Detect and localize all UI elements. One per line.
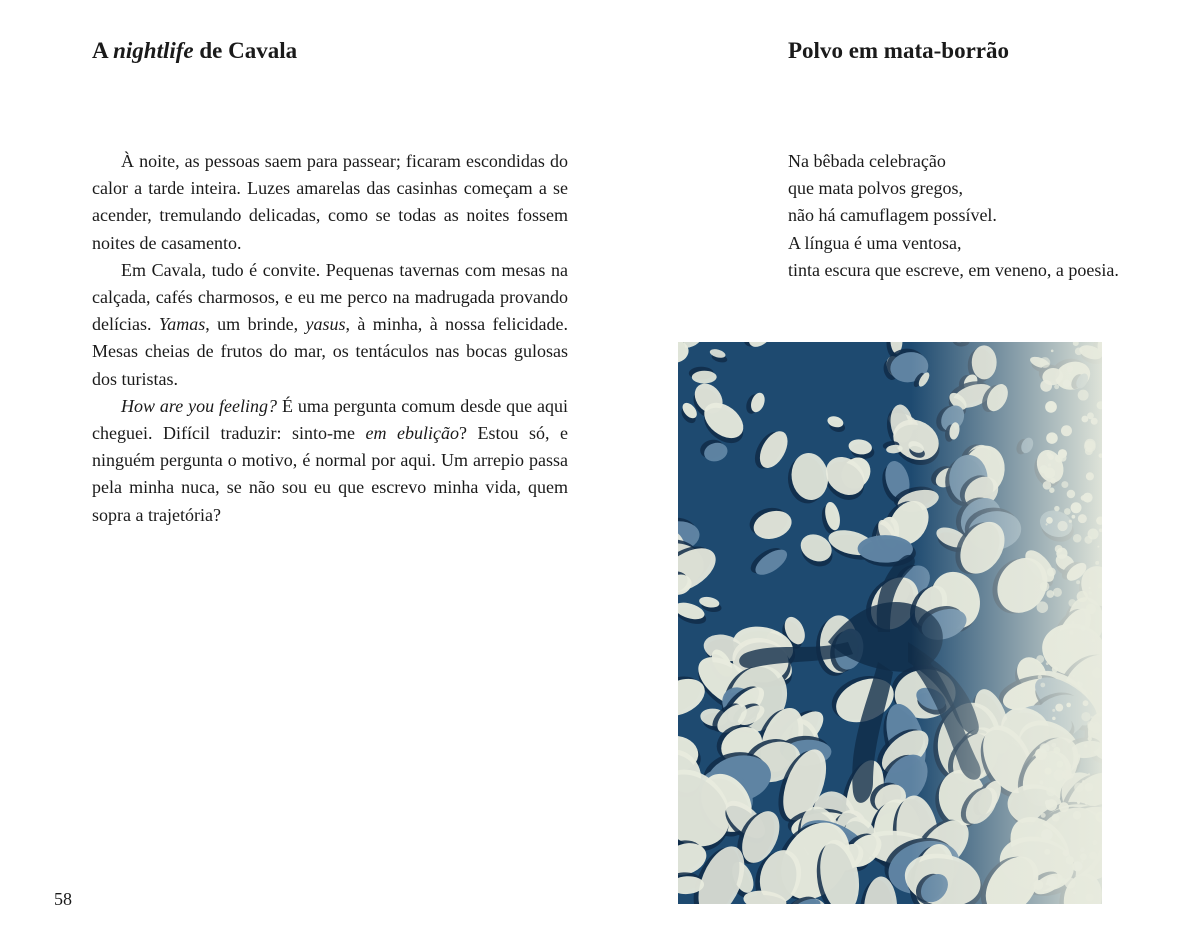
poem-line: não há camuflagem possível. (788, 205, 997, 226)
title-part-1: A (92, 38, 114, 63)
right-page-title: Polvo em mata-borrão (788, 38, 1009, 63)
poem-line: que mata polvos gregos, (788, 178, 963, 199)
left-page-prose (92, 148, 568, 529)
paragraph-2-text-2: , um brinde, (205, 314, 306, 335)
page-number: 58 (54, 889, 72, 909)
paragraph-2-text-3: , à minha, à nossa felicidade. Mesas cheias de frutos do mar, os tentáculos nas bocas gulosas dos turistas. (92, 314, 568, 389)
title-italic-nightlife: nightlife (113, 38, 194, 63)
poem-line: Na bêbada celebração (788, 151, 946, 171)
cyanotype-photo (678, 342, 1102, 904)
paragraph-3-italic-question: How are you feeling? (121, 395, 278, 416)
paragraph-3-text-2: ? Estou só, e ninguém pergunta o motivo, é normal por aqui. Um arrepio passa pela minha nuca, se não sou eu que escrevo minha vida, quem sopra a trajetória? (92, 423, 568, 525)
poem-line: tinta escura que escreve, em veneno, a poesia. (788, 259, 1119, 280)
title-part-2: de Cavala (193, 38, 298, 63)
paragraph-3-italic-ebulicao: em ebulição (365, 423, 459, 444)
left-page-title (92, 36, 297, 66)
paragraph-2-italic-yasus: yasus (305, 314, 346, 335)
paragraph-2-text-1: Em Cavala, tudo é convite. Pequenas tavernas com mesas na calçada, cafés charmosos, e eu me perco na madrugada provando delícias. (92, 259, 568, 335)
poem (788, 148, 1188, 284)
paragraph-3 (92, 393, 568, 529)
poem-line: A língua é uma ventosa, (788, 232, 962, 253)
paragraph-3-text-1: É uma pergunta comum desde que aqui cheguei. Difícil traduzir: sinto-me (92, 395, 568, 444)
paragraph-2-italic-yamas: Yamas (158, 314, 206, 335)
paragraph-2 (92, 257, 568, 393)
paragraph-1: À noite, as pessoas saem para passear; ficaram escondidas do calor a tarde inteira. Luzes amarelas das casinhas começam a se acender, tremulando delicadas, como se todas as noites fossem noites de casamento. (92, 151, 568, 253)
